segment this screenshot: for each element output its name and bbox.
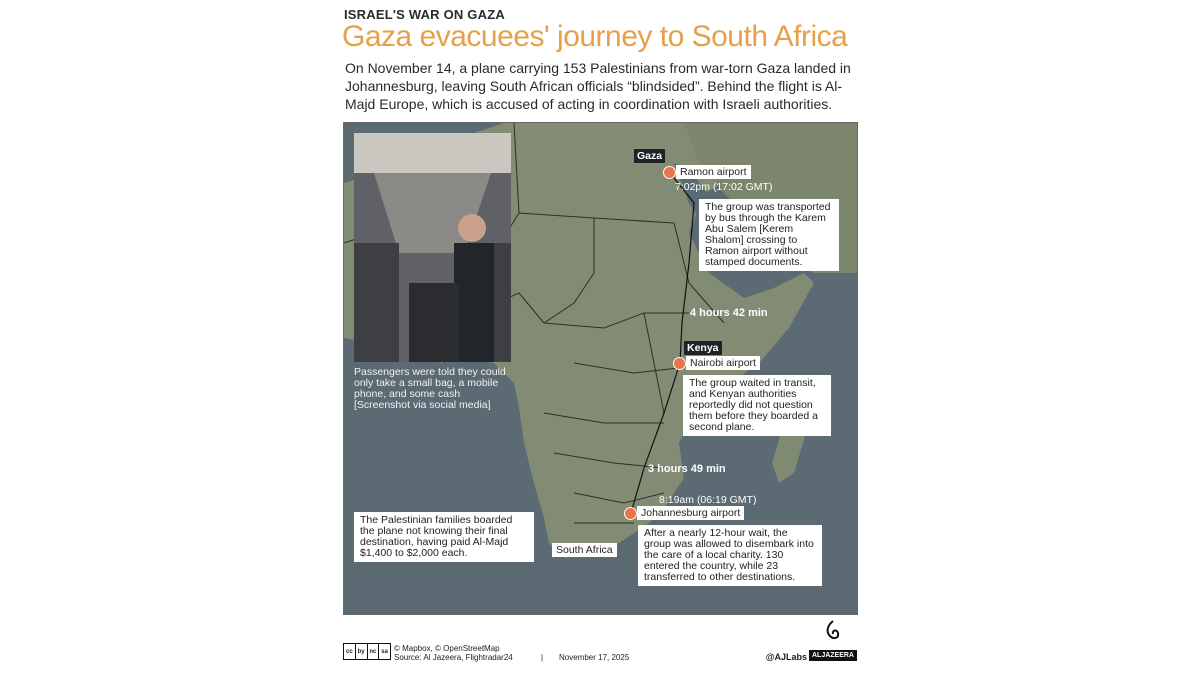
- ramon-airport-marker: [663, 166, 676, 179]
- cc-sa-icon: sa: [381, 648, 388, 655]
- creative-commons-badge: [343, 643, 391, 660]
- johannesburg-note: After a nearly 12-hour wait, the group was allowed to disembark into the care of a local charity. 130 entered the country, while 23 transferred to other destinations.: [638, 525, 822, 586]
- leg2-duration: 3 hours 49 min: [648, 463, 726, 475]
- place-label-gaza: Gaza: [634, 149, 665, 163]
- johannesburg-arrival-time: 8:19am (06:19 GMT): [659, 494, 757, 506]
- ramon-departure-time: 7:02pm (17:02 GMT): [675, 181, 773, 193]
- ramon-airport-label: Ramon airport: [676, 165, 751, 179]
- passengers-photo: [354, 133, 511, 362]
- nairobi-airport-label: Nairobi airport: [686, 356, 760, 370]
- publish-date: November 17, 2025: [559, 653, 630, 662]
- leg1-duration: 4 hours 42 min: [690, 307, 768, 319]
- footer: [343, 640, 857, 666]
- johannesburg-airport-marker: [624, 507, 637, 520]
- johannesburg-airport-label: Johannesburg airport: [637, 506, 744, 520]
- ajlabs-handle: @AJLabs: [765, 652, 807, 662]
- nairobi-note: The group waited in transit, and Kenyan authorities reportedly did not question them before they boarded a second plane.: [683, 375, 831, 436]
- section-kicker: ISRAEL'S WAR ON GAZA: [344, 7, 505, 22]
- source-text: Source: Al Jazeera, Flightradar24: [394, 653, 513, 662]
- cc-nc-icon: nc: [368, 644, 380, 659]
- place-label-kenya: Kenya: [684, 341, 722, 355]
- intro-text: On November 14, a plane carrying 153 Palestinians from war-torn Gaza landed in Johannesburg, leaving South African officials “blindsided”. Behind the flight is Al-Majd Europe, which is accused of acting in coordination with Israeli authorities.: [345, 60, 851, 112]
- map-attribution: © Mapbox, © OpenStreetMap: [394, 644, 500, 653]
- ramon-note: The group was transported by bus through the Karem Abu Salem [Kerem Shalom] crossing to Ramon airport without stamped documents.: [699, 199, 839, 271]
- families-note: The Palestinian families boarded the plane not knowing their final destination, having paid Al-Majd $1,400 to $2,000 each.: [354, 512, 534, 562]
- photo-caption: Passengers were told they could only take a small bag, a mobile phone, and some cash [Screenshot via social media]: [354, 366, 506, 411]
- cc-by-icon: by: [356, 644, 368, 659]
- place-label-south-africa: South Africa: [552, 543, 617, 557]
- route-map: [343, 122, 858, 615]
- nairobi-airport-marker: [673, 357, 686, 370]
- cc-icon: cc: [344, 644, 356, 659]
- footer-separator: |: [541, 653, 544, 662]
- page-title: Gaza evacuees' journey to South Africa: [342, 20, 848, 53]
- aljazeera-logo-icon: [821, 620, 845, 646]
- aljazeera-logo: ALJAZEERA: [809, 650, 857, 661]
